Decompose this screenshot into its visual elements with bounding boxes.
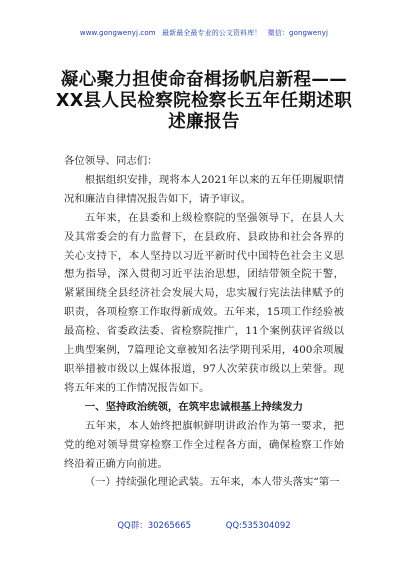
qq-group-contact: QQ群：30265665 [117,521,192,531]
paragraph: 五年来，在县委和上级检察院的坚强领导下，在县人大及其常委会的有力监督下，在县政府、县政协和社会各界的关心支持下，本人坚持以习近平新时代中国特色社会主义思想为指导，深入贯彻习近平法治思想，团结带领全院干警，紧紧围绕全县经济社会发展大局，忠实履行宪法法律赋予的职责，各项检察工作取得新成效。五年来，15项工作经验被最高检、省委政法委、省检察院推广，11个案例获评省级以上典型案例，7篇理论文章被知名法学期刊采用，400余项履职举措被市级以上媒体报道，97人次荣获市级以上荣誉。现将五年来的工作情况报告如下。 [64,211,344,394]
site-header [0,28,408,38]
salutation: 各位领导、同志们： [64,155,158,167]
page-footer [0,519,408,531]
section-heading: 一、坚持政治统领，在筑牢忠诚根基上持续发力 [84,400,303,413]
document-body [64,152,344,492]
paragraph: 五年来，本人始终把旗帜鲜明讲政治作为第一要求，把党的绝对领导贯穿检察工作全过程各方面，确保检察工作始终沿着正确方向前进。 [64,419,344,470]
wechat-contact: 微信：gongwenyj [267,29,329,37]
document-title: 凝心聚力担使命奋楫扬帆启新程——XX县人民检察院检察长五年任期述职述廉报告 [55,70,353,132]
qq-contact: QQ:535304092 [225,521,291,531]
paragraph: （一）持续强化理论武装。五年来，本人带头落实“第一 [84,476,340,489]
site-slogan: 最新最全最专业的公文资料库！ [162,29,262,37]
paragraph: 根据组织安排，现将本人2021年以来的五年任期履职情况和廉洁自律情况报告如下，请予审议。 [64,173,344,205]
site-url-link[interactable]: www.gongwenyj.com [79,29,156,37]
